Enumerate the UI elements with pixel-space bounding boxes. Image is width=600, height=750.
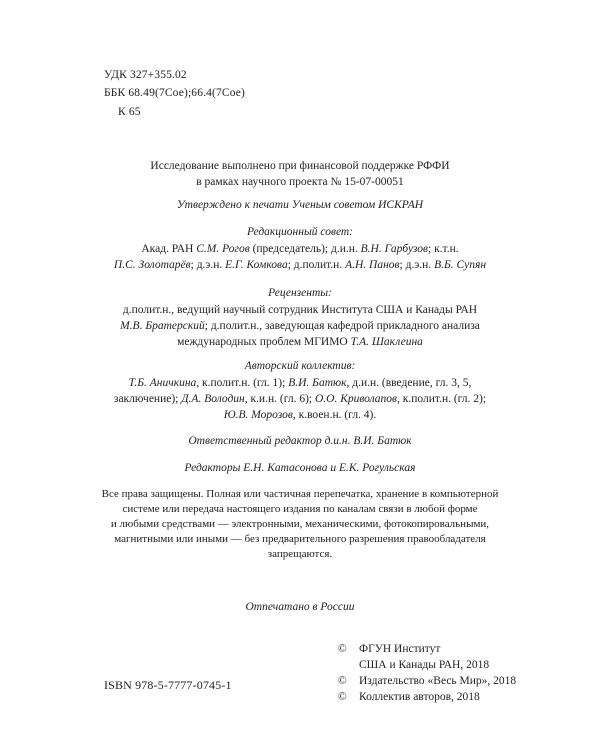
- udk-code: УДК 327+355.02: [104, 69, 187, 81]
- person-name: В.И. Батюк: [288, 377, 347, 389]
- person-name: А.Н. Панов: [345, 259, 400, 271]
- funding-line-2: в рамках научного проекта № 15-07-00051: [196, 176, 404, 188]
- person-name: Ю.В. Морозов: [223, 409, 293, 421]
- person-name: В.Б. Супян: [434, 259, 487, 271]
- reviewers-line-3: [0, 336, 600, 349]
- reviewers-line-2: [0, 320, 600, 333]
- text-segment: международных проблем МГИМО: [177, 336, 351, 348]
- authors-heading: Авторский коллектив:: [244, 360, 356, 372]
- author-mark: К 65: [118, 106, 141, 118]
- text-segment: , д.и.н. (введение, гл. 3, 5,: [346, 377, 472, 389]
- editorial-board-heading: Редакционный совет:: [246, 226, 354, 238]
- text-segment: Акад. РАН: [141, 243, 197, 255]
- editors: Редакторы Е.Н. Катасонова и Е.К. Рогульская: [184, 462, 416, 474]
- copyright-symbol: ©: [338, 643, 347, 655]
- text-segment: ; к.т.н.: [428, 243, 459, 255]
- rights-line-4: магнитными или иными — без предварительного разрешения правообладателя: [114, 533, 486, 545]
- reviewers-heading: Рецензенты:: [268, 287, 332, 299]
- editorial-board-line-1: [0, 243, 600, 256]
- copyright-entry-3: Коллектив авторов, 2018: [359, 691, 480, 703]
- text-segment: заключение);: [113, 393, 182, 405]
- text-segment: ; д.полит.н.: [287, 259, 346, 271]
- copyright-entry-1-line-1: ФГУН Институт: [359, 643, 441, 655]
- text-segment: (председатель); д.и.н.: [249, 243, 361, 255]
- editorial-board-line-2: [0, 259, 600, 272]
- isbn: ISBN 978-5-7777-0745-1: [104, 678, 232, 692]
- reviewers-line-1: д.полит.н., ведущий научный сотрудник Института США и Канады РАН: [122, 304, 478, 316]
- copyright-entry-2: Издательство «Весь Мир», 2018: [359, 675, 517, 687]
- printed-in: Отпечатано в России: [245, 601, 355, 613]
- person-name: П.С. Золотарёв: [113, 259, 191, 271]
- funding-line-1: Исследование выполнено при финансовой поддержке РФФИ: [150, 160, 450, 172]
- person-name: Е.Г. Комкова: [225, 259, 288, 271]
- text-segment: , к.и.н. (гл. 6);: [244, 393, 315, 405]
- text-segment: , к.полит.н. (гл. 1);: [196, 377, 289, 389]
- text-segment: ; д.полит.н., заведующая кафедрой прикладного анализа: [204, 320, 480, 332]
- rights-line-2: системе или передача настоящего издания по каналам связи в любой форме: [122, 503, 478, 515]
- person-name: Д.А. Володин: [181, 393, 245, 405]
- text-segment: ; д.э.н.: [399, 259, 435, 271]
- bbk-code: ББК 68.49(7Сое);66.4(7Сое): [104, 87, 245, 99]
- person-name: В.Н. Гарбузов: [360, 243, 429, 255]
- rights-line-3: и любыми средствами — электронными, механическими, фотокопировальными,: [110, 518, 490, 530]
- authors-line-3: [0, 409, 600, 422]
- person-name: Т.Б. Аничкина: [128, 377, 197, 389]
- text-segment: , к.полит.н. (гл. 2);: [397, 393, 487, 405]
- authors-line-2: [0, 393, 600, 406]
- copyright-symbol: ©: [338, 691, 347, 703]
- person-name: С.М. Рогов: [196, 243, 250, 255]
- responsible-editor: Ответственный редактор д.и.н. В.И. Батюк: [188, 435, 412, 447]
- copyright-symbol: ©: [338, 675, 347, 687]
- rights-line-1: Все права защищены. Полная или частичная перепечатка, хранение в компьютерной: [101, 488, 499, 500]
- approval-note: Утверждено к печати Ученым советом ИСКРАН: [176, 199, 424, 211]
- person-name: Т.А. Шаклеина: [350, 336, 423, 348]
- rights-line-5: запрещаются.: [267, 548, 333, 560]
- person-name: М.В. Братерский: [120, 320, 205, 332]
- text-segment: , к.воен.н. (гл. 4).: [292, 409, 377, 421]
- person-name: О.О. Криволапов: [314, 393, 398, 405]
- text-segment: ; д.э.н.: [190, 259, 226, 271]
- authors-line-1: [0, 377, 600, 390]
- copyright-entry-1-line-2: США и Канады РАН, 2018: [359, 659, 490, 671]
